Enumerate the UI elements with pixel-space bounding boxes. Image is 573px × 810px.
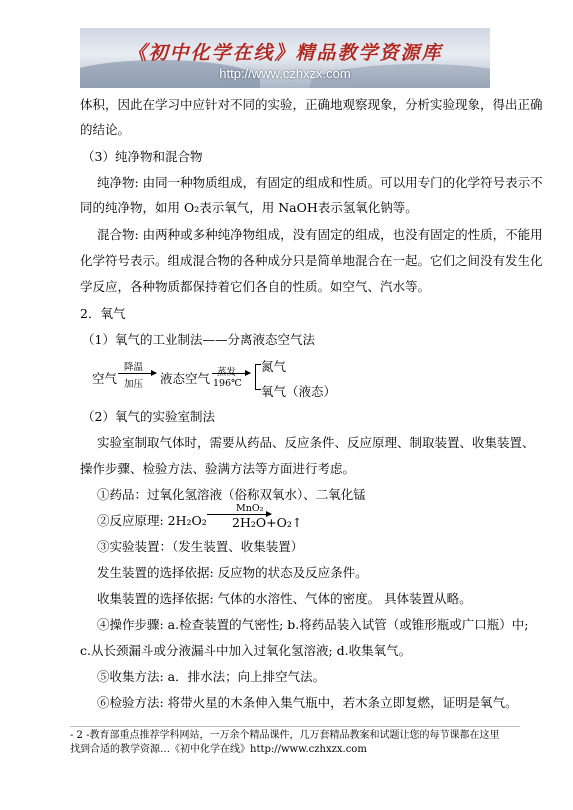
paragraph-line: 体积，因此在学习中应针对不同的实验，正确地观察现象，分析实验现象，得出正确 [80, 97, 543, 112]
header-banner [80, 28, 490, 88]
page-footer [70, 729, 520, 757]
section-title: （2）氧气的实验室制法 [82, 409, 215, 424]
footer-line: - 2 -教育部重点推荐学科网站，一万余个精品课件，几万套精品教案和试题让您的每节课都在这里 [70, 730, 500, 741]
list-item: ①药品：过氧化氢溶液（俗称双氧水）、二氧化锰 [97, 487, 366, 502]
flow-liquid-air: 液态空气 [160, 371, 211, 386]
list-item-equation-label: ②反应原理: 2H₂O₂ [97, 513, 207, 528]
section-title: 2．氧气 [80, 306, 126, 321]
list-item: ⑤收集方法: a．排水法；向上排空气法。 [97, 669, 326, 684]
list-item: ④操作步骤: a.检查装置的气密性; b.将药品装入试管（或锥形瓶或广口瓶）中; [97, 617, 529, 632]
paragraph-line: 学反应，各种物质都保持着它们各自的性质。如空气、汽水等。 [80, 279, 431, 294]
list-item: ⑥检验方法: 将带火星的木条伸入集气瓶中，若木条立即复燃，证明是氧气。 [97, 695, 518, 710]
footer-divider [70, 726, 520, 727]
flow-condition-top [217, 364, 236, 378]
banner-title: 《初中化学在线》精品教学资源库 [127, 42, 443, 64]
flow-condition-top: 降温 [124, 362, 144, 373]
section-title: （1）氧气的工业制法——分离液态空气法 [82, 332, 315, 347]
paragraph-line: 纯净物: 由同一种物质组成，有固定的组成和性质。可以用专门的化学符号表示不 [97, 175, 543, 190]
paragraph-line: 同的纯净物，如用 O₂表示氧气，用 NaOH表示氢氧化钠等。 [80, 200, 418, 215]
list-item: ③实验装置：（发生装置、收集装置） [97, 539, 304, 554]
flow-arrow [212, 373, 250, 374]
flow-arrow [118, 373, 156, 374]
paragraph-line: c.从长颈漏斗或分液漏斗中加入过氧化氢溶液; d.收集氧气。 [80, 643, 412, 658]
paragraph-line: 收集装置的选择依据: 气体的水溶性、气体的密度。 具体装置从略。 [97, 591, 472, 606]
paragraph-line: 实验室制取气体时，需要从药品、反应条件、反应原理、制取装置、收集装置、 [97, 435, 535, 450]
paragraph-line: 化学符号表示。组成混合物的各种成分只是简单地混合在一起。它们之间没有发生化 [80, 253, 543, 268]
equation-catalyst: MnO₂ [236, 503, 264, 514]
paragraph-line: 操作步骤、检验方法、验满方法等方面进行考虑。 [80, 461, 356, 476]
flow-nitrogen: 氮气 [261, 359, 287, 374]
banner-url: http://www.czhxzx.com [219, 66, 351, 81]
paragraph-line: 混合物: 由两种或多种纯净物组成，没有固定的组成，也没有固定的性质，不能用 [97, 227, 543, 242]
flow-condition-bottom: 196℃ [213, 378, 242, 389]
flow-air: 空气 [92, 371, 118, 386]
footer-line: 找到合适的教学资源…《初中化学在线》http://www.czhxzx.com [70, 744, 367, 755]
section-title: （3）纯净物和混合物 [82, 149, 203, 164]
paragraph-line: 的结论。 [80, 122, 131, 137]
equation-product: 2H₂O+O₂↑ [232, 515, 303, 530]
paragraph-line: 发生装置的选择依据: 反应物的状态及反应条件。 [97, 565, 368, 580]
flow-oxygen: 氧气（液态） [261, 384, 337, 399]
flow-condition-bottom: 加压 [124, 379, 144, 390]
